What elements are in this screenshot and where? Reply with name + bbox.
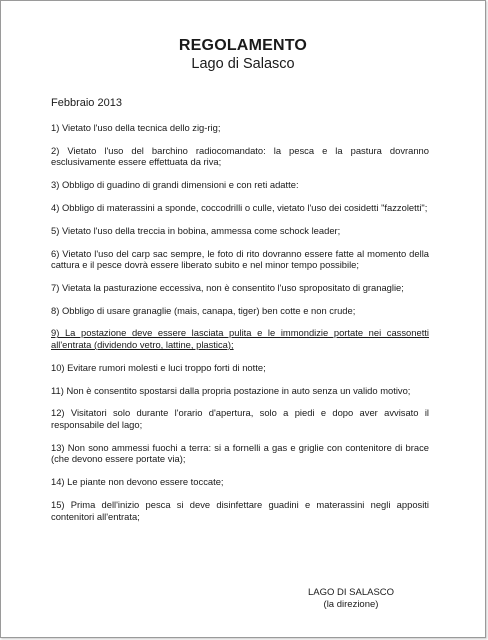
- rule-item: 5) Vietato l'uso della treccia in bobina, ammessa come schock leader;: [51, 224, 341, 236]
- signature-role: (la direzione): [323, 599, 379, 610]
- rule-item: 2) Vietato l'uso del barchino radiocomandato: la pesca e la pastura dovranno esclusivamente essere effettuata da riva;: [51, 144, 429, 168]
- rules-list: [51, 122, 429, 533]
- rule-item: 11) Non è consentito spostarsi dalla propria postazione in auto senza un valido motivo;: [51, 384, 411, 396]
- rule-item: 7) Vietata la pasturazione eccessiva, non è consentito l'uso spropositato di granaglie;: [51, 281, 404, 293]
- signature-name: LAGO DI SALASCO: [307, 587, 395, 598]
- rule-item: 4) Obbligo di materassini a sponde, coccodrilli o culle, vietato l'uso dei cosidetti "fazzoletti";: [51, 201, 428, 213]
- rule-item: 12) Visitatori solo durante l'orario d'apertura, solo a piedi e dopo aver avvisato il responsabile del lago;: [51, 407, 429, 430]
- signature-block: [301, 587, 401, 611]
- document-date: Febbraio 2013: [51, 97, 122, 109]
- rule-item: 9) La postazione deve essere lasciata pulita e le immondizie portate nei cassonetti all'entrata (dividendo vetro, lattine, plastica);: [51, 327, 429, 351]
- document-subtitle: Lago di Salasco: [191, 56, 295, 72]
- rule-item: 13) Non sono ammessi fuochi a terra: si a fornelli a gas e griglie con contenitore di brace (che devono essere portate via);: [51, 441, 429, 465]
- rule-item: 3) Obbligo di guadino di grandi dimensioni e con reti adatte:: [51, 179, 299, 191]
- rule-item: 14) Le piante non devono essere toccate;: [51, 476, 224, 488]
- rule-item: 1) Vietato l'uso della tecnica dello zig-rig;: [51, 122, 221, 133]
- rule-item: 6) Vietato l'uso del carp sac sempre, le foto di rito dovranno essere fatte al momento della cattura e il pesce dovrà essere liberato subito e nel minor tempo possibile;: [51, 247, 429, 271]
- document-title: REGOLAMENTO: [178, 37, 308, 54]
- rule-item: 8) Obbligo di usare granaglie (mais, canapa, tiger) ben cotte e non crude;: [51, 304, 356, 316]
- rule-item: 15) Prima dell'inizio pesca si deve disinfettare guadini e materassini negli appositi contenitori all'entrata;: [51, 498, 429, 522]
- rule-item: 10) Evitare rumori molesti e luci troppo forti di notte;: [51, 361, 266, 373]
